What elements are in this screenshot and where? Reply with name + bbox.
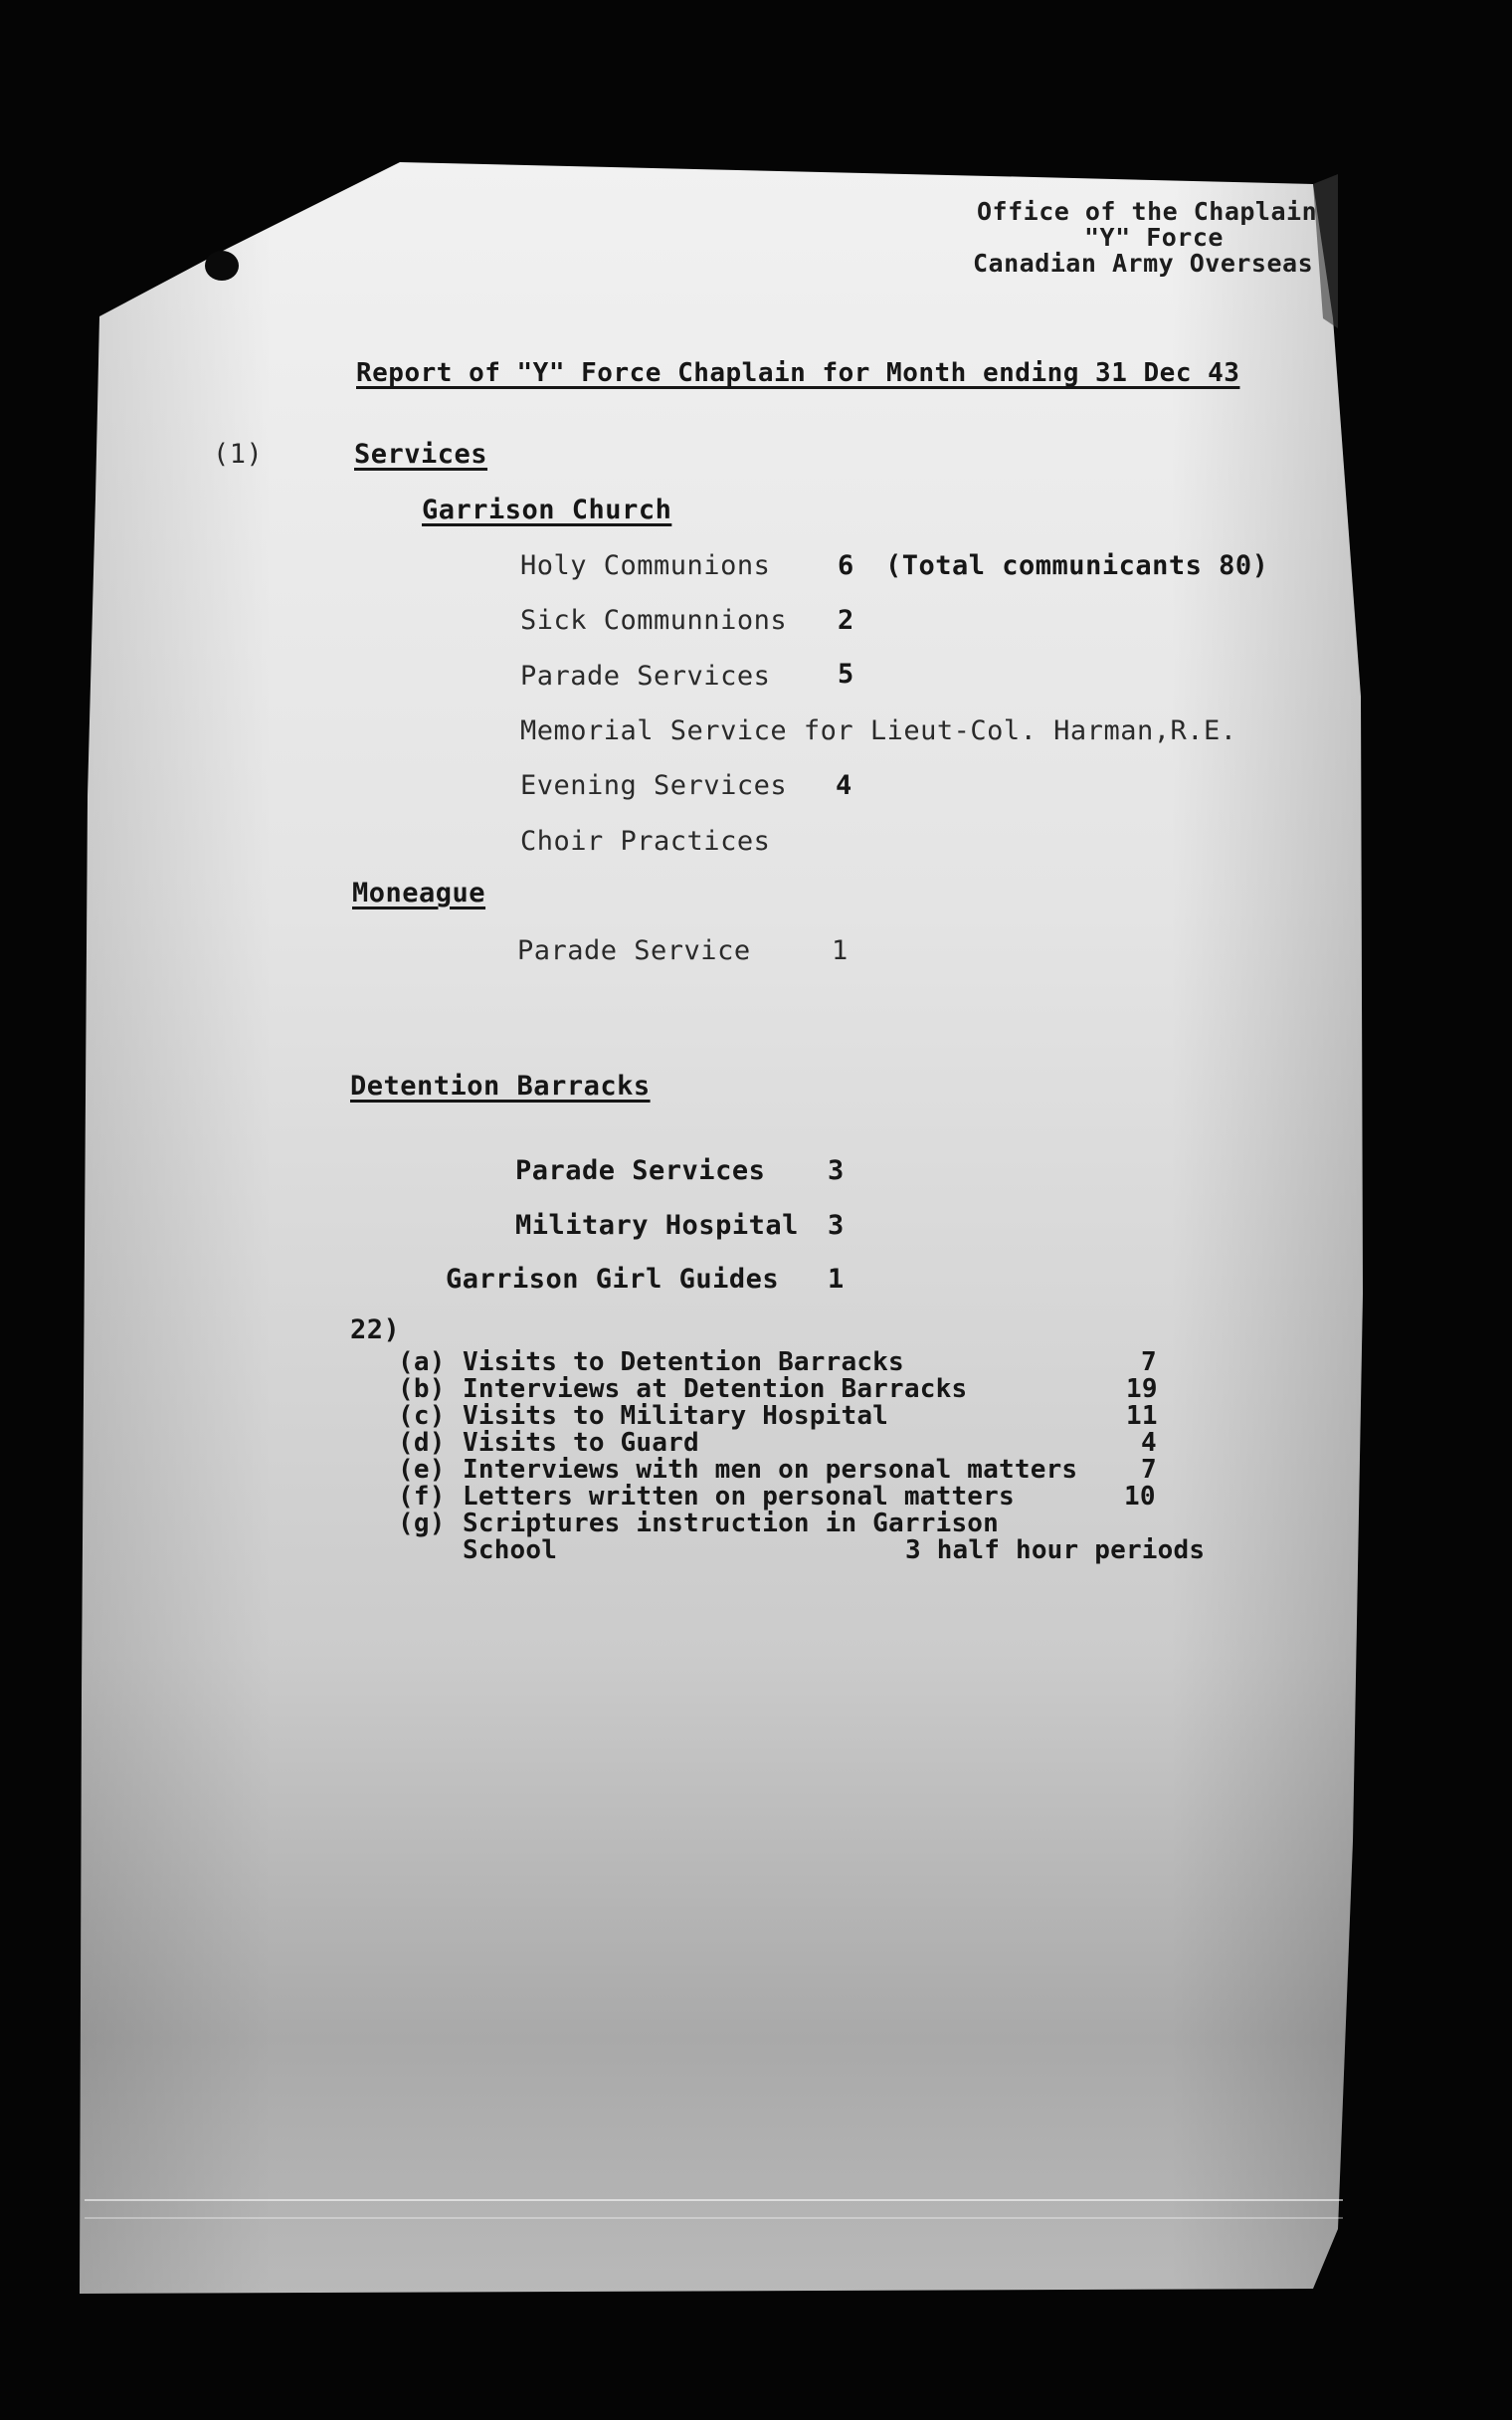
row-value: 6 (838, 550, 854, 581)
list-item-text: Visits to Military Hospital (463, 1401, 889, 1431)
report-title: Report of "Y" Force Chaplain for Month ending 31 Dec 43 (356, 358, 1240, 388)
row-value: 1 (828, 1264, 845, 1295)
row-value: 3 (828, 1210, 845, 1241)
moneague-heading: Moneague (352, 878, 486, 908)
section-2-number: 22) (350, 1314, 401, 1345)
section-1-heading: Services (354, 439, 488, 470)
row-label: Military Hospital (515, 1210, 799, 1241)
list-item-text: Scriptures instruction in Garrison (463, 1509, 1000, 1538)
row-value: 4 (836, 770, 852, 801)
letterhead-line-2: "Y" Force (1084, 223, 1224, 252)
row-value: 2 (838, 605, 854, 636)
list-item-value: 19 (1126, 1374, 1158, 1404)
list-item-letter: (g) (398, 1509, 446, 1538)
section-1-number: (1) (213, 439, 264, 470)
crease-line (85, 2199, 1343, 2201)
list-item-letter: (b) (398, 1374, 446, 1404)
list-item-value: 4 (1141, 1428, 1157, 1458)
row-value: 3 (828, 1155, 845, 1186)
row-label: Parade Services (520, 661, 771, 692)
row-label: Evening Services (520, 770, 788, 801)
list-item-text: Visits to Detention Barracks (463, 1347, 904, 1377)
list-item-continuation: School (463, 1535, 558, 1565)
list-item-letter: (e) (398, 1455, 446, 1485)
list-item-text: Interviews at Detention Barracks (463, 1374, 968, 1404)
list-item-letter: (f) (398, 1482, 446, 1512)
list-item-value: 10 (1124, 1482, 1156, 1512)
row-label: Sick Communnions (520, 605, 788, 636)
letterhead-line-3: Canadian Army Overseas (973, 249, 1314, 278)
row-label: Garrison Girl Guides (446, 1264, 780, 1295)
letterhead-line-1: Office of the Chaplain (977, 197, 1318, 226)
list-item-text: Interviews with men on personal matters (463, 1455, 1078, 1485)
row-label: Parade Services (515, 1155, 766, 1186)
list-item-letter: (d) (398, 1428, 446, 1458)
row-label: Memorial Service for Lieut-Col. Harman,R.E. (520, 715, 1237, 746)
row-label: Holy Communions (520, 550, 771, 581)
row-label: Choir Practices (520, 826, 771, 857)
punch-hole (205, 251, 239, 281)
list-item-text: Visits to Guard (463, 1428, 699, 1458)
row-value: 1 (832, 935, 849, 966)
list-item-value: 7 (1141, 1455, 1157, 1485)
garrison-church-heading: Garrison Church (422, 495, 672, 525)
list-item-value: 11 (1126, 1401, 1158, 1431)
list-item-letter: (c) (398, 1401, 446, 1431)
row-value: 5 (838, 659, 854, 690)
list-item-text: Letters written on personal matters (463, 1482, 1015, 1512)
list-item-value: 7 (1141, 1347, 1157, 1377)
list-item-value: 3 half hour periods (905, 1535, 1206, 1565)
detention-barracks-heading: Detention Barracks (350, 1071, 651, 1102)
crease-line (85, 2217, 1343, 2219)
row-note: (Total communicants 80) (885, 550, 1269, 581)
row-label: Parade Service (517, 935, 751, 966)
list-item-letter: (a) (398, 1347, 446, 1377)
